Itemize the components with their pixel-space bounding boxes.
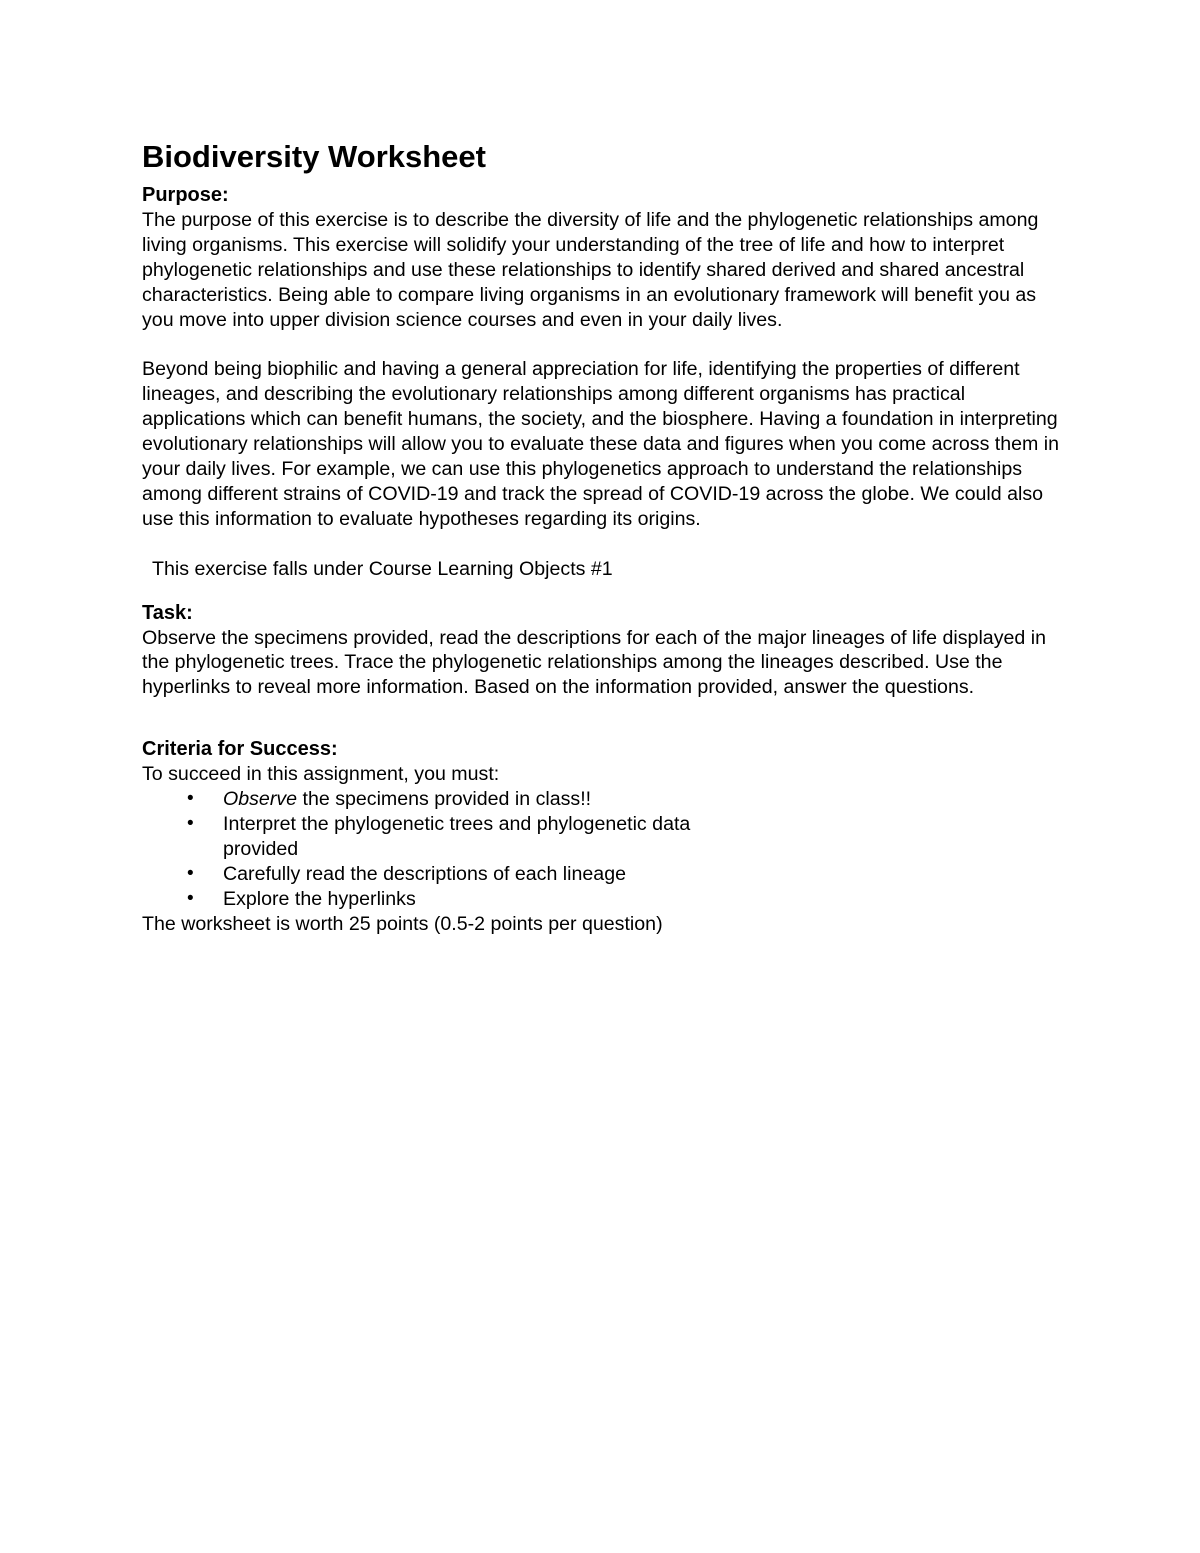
criteria-emphasis: Observe — [223, 788, 298, 811]
criteria-item-text: Carefully read the descriptions of each lineage — [223, 862, 627, 885]
bullet-icon: • — [187, 862, 194, 884]
bullet-icon: • — [187, 813, 194, 835]
purpose-heading: Purpose: — [142, 184, 229, 206]
points-statement: The worksheet is worth 25 points (0.5-2 points per question) — [142, 912, 663, 935]
criteria-list-item — [142, 862, 723, 887]
paragraph-spacer — [142, 333, 1072, 358]
criteria-item-text: Explore the hyperlinks — [223, 887, 416, 910]
purpose-paragraph-1: The purpose of this exercise is to describe the diversity of life and the phylogenetic relationships among living organisms. This exercise will solidify your understanding of the tree of life and how to interpret phylogenetic relationships and use these relationships to identify shared derived and shared ancestral characteristics. Being able to compare living organisms in an evolutionary framework will benefit you as you move into upper division science courses and even in your daily lives. — [142, 209, 1039, 331]
learning-objective-note: This exercise falls under Course Learning Objects #1 — [152, 557, 613, 580]
document-title: Biodiversity Worksheet — [142, 139, 486, 174]
bullet-icon: • — [187, 887, 194, 909]
task-heading: Task: — [142, 601, 193, 624]
purpose-paragraph-2: Beyond being biophilic and having a general appreciation for life, identifying the properties of different lineages, and describing the evolutionary relationships among different organisms has practical applications which can benefit humans, the society, and the biosphere. Having a foundation in interpreting evolutionary relationships will allow you to evaluate these data and figures when you come across them in your daily lives. For example, we can use this phylogenetics approach to understand the relationships among different strains of COVID-19 and track the spread of COVID-19 across the globe. We could also use this information to evaluate hypotheses regarding its origins. — [142, 358, 1060, 530]
criteria-heading: Criteria for Success: — [142, 738, 338, 761]
paragraph-spacer — [142, 532, 1072, 557]
document-page — [142, 138, 1072, 937]
criteria-list — [142, 787, 1072, 912]
criteria-item-text: the specimens provided in class!! — [297, 788, 592, 811]
criteria-item-text: Interpret the phylogenetic trees and phylogenetic data provided — [223, 813, 691, 860]
criteria-list-item — [142, 812, 723, 862]
task-paragraph: Observe the specimens provided, read the descriptions for each of the major lineages of life displayed in the phylogenetic trees. Trace the phylogenetic relationships among the lineages described. Use the hyperlinks to reveal more information. Based on the information provided, answer the questions. — [142, 626, 1046, 699]
criteria-list-item — [142, 887, 723, 912]
criteria-intro: To succeed in this assignment, you must: — [142, 763, 500, 786]
bullet-icon: • — [187, 788, 194, 810]
criteria-list-item — [142, 787, 723, 812]
